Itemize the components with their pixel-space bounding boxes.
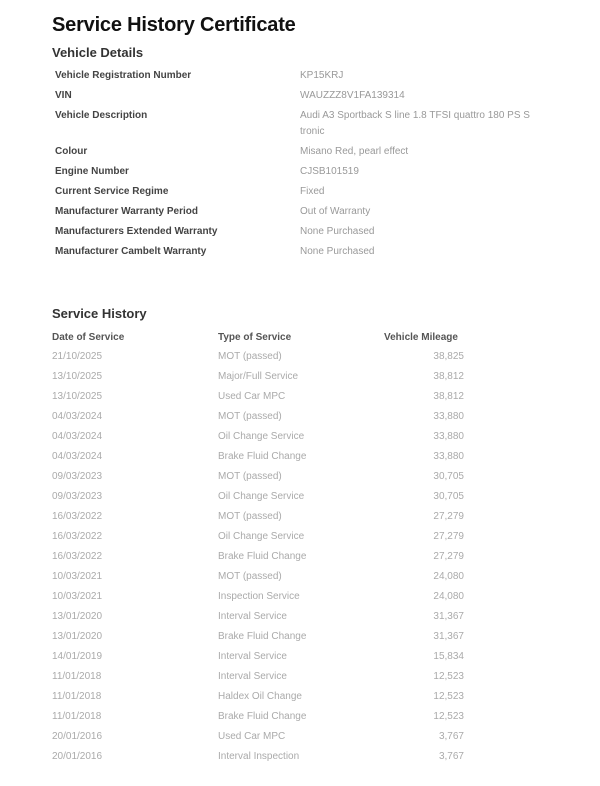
- table-row: [52, 466, 552, 486]
- table-row: [52, 646, 552, 666]
- detail-value: None Purchased: [300, 246, 375, 257]
- service-history-heading: Service History: [52, 306, 147, 321]
- detail-label: Colour: [55, 146, 88, 157]
- table-row: [52, 446, 552, 466]
- table-row: [52, 546, 552, 566]
- service-type: Brake Fluid Change: [218, 710, 307, 722]
- detail-label: Vehicle Registration Number: [55, 70, 192, 81]
- service-date: 16/03/2022: [52, 550, 103, 562]
- service-mileage: 12,523: [433, 690, 464, 702]
- table-row: [52, 426, 552, 446]
- page-title: Service History Certificate: [52, 14, 296, 36]
- service-mileage: 30,705: [433, 470, 464, 482]
- detail-value: None Purchased: [300, 226, 375, 237]
- service-mileage: 27,279: [433, 510, 464, 522]
- service-type: Interval Service: [218, 650, 287, 662]
- service-mileage: 24,080: [433, 590, 464, 602]
- column-header-mileage: Vehicle Mileage: [384, 331, 458, 343]
- detail-row: [55, 106, 555, 142]
- table-row: [52, 406, 552, 426]
- service-date: 14/01/2019: [52, 650, 103, 662]
- column-header-type: Type of Service: [218, 331, 292, 343]
- service-type: MOT (passed): [218, 510, 282, 522]
- service-date: 09/03/2023: [52, 490, 103, 502]
- service-history-header: [52, 328, 552, 346]
- service-type: Used Car MPC: [218, 390, 286, 402]
- detail-value: Misano Red, pearl effect: [300, 146, 409, 157]
- detail-row: [55, 66, 555, 86]
- service-type: MOT (passed): [218, 470, 282, 482]
- service-history-rows: [52, 346, 552, 766]
- service-type: Major/Full Service: [218, 370, 299, 382]
- service-date: 13/01/2020: [52, 610, 103, 622]
- service-mileage: 38,825: [433, 350, 464, 362]
- service-date: 21/10/2025: [52, 350, 103, 362]
- table-row: [52, 366, 552, 386]
- service-type: MOT (passed): [218, 350, 282, 362]
- service-date: 04/03/2024: [52, 450, 103, 462]
- service-date: 09/03/2023: [52, 470, 103, 482]
- detail-row: [55, 162, 555, 182]
- table-row: [52, 486, 552, 506]
- service-date: 16/03/2022: [52, 530, 103, 542]
- detail-label: Manufacturer Warranty Period: [55, 206, 198, 217]
- table-row: [52, 526, 552, 546]
- detail-row: [55, 222, 555, 242]
- detail-label: Manufacturer Cambelt Warranty: [55, 246, 207, 257]
- table-row: [52, 506, 552, 526]
- service-type: Brake Fluid Change: [218, 450, 307, 462]
- table-row: [52, 666, 552, 686]
- service-date: 11/01/2018: [52, 670, 102, 682]
- service-date: 20/01/2016: [52, 730, 103, 742]
- service-mileage: 3,767: [438, 730, 464, 742]
- detail-value: Out of Warranty: [300, 206, 371, 217]
- table-row: [52, 726, 552, 746]
- service-date: 04/03/2024: [52, 430, 103, 442]
- table-row: [52, 686, 552, 706]
- service-type: Interval Inspection: [218, 750, 300, 762]
- service-mileage: 27,279: [433, 550, 464, 562]
- service-mileage: 33,880: [433, 430, 464, 442]
- service-mileage: 15,834: [433, 650, 464, 662]
- service-type: Used Car MPC: [218, 730, 286, 742]
- service-type: Haldex Oil Change: [218, 690, 302, 702]
- service-type: Inspection Service: [218, 590, 300, 602]
- detail-label: Vehicle Description: [55, 110, 148, 121]
- table-row: [52, 706, 552, 726]
- table-row: [52, 626, 552, 646]
- service-type: MOT (passed): [218, 570, 282, 582]
- vehicle-details-heading: Vehicle Details: [52, 45, 144, 60]
- service-mileage: 31,367: [433, 630, 464, 642]
- service-date: 16/03/2022: [52, 510, 103, 522]
- service-type: Oil Change Service: [218, 530, 305, 542]
- service-date: 13/01/2020: [52, 630, 103, 642]
- service-mileage: 24,080: [433, 570, 464, 582]
- detail-label: Current Service Regime: [55, 186, 169, 197]
- service-type: Interval Service: [218, 610, 287, 622]
- service-mileage: 27,279: [433, 530, 464, 542]
- table-row: [52, 746, 552, 766]
- service-date: 10/03/2021: [52, 590, 103, 602]
- detail-value: KP15KRJ: [300, 70, 344, 81]
- service-mileage: 12,523: [433, 670, 464, 682]
- service-mileage: 38,812: [433, 390, 464, 402]
- service-mileage: 3,767: [438, 750, 464, 762]
- table-row: [52, 346, 552, 366]
- table-row: [52, 586, 552, 606]
- detail-value: Audi A3 Sportback S line 1.8 TFSI quattro 180 PS S tronic: [300, 110, 530, 137]
- detail-label: Engine Number: [55, 166, 129, 177]
- detail-row: [55, 142, 555, 162]
- column-header-date: Date of Service: [52, 331, 125, 343]
- service-date: 11/01/2018: [52, 710, 102, 722]
- table-row: [52, 566, 552, 586]
- service-mileage: 12,523: [433, 710, 464, 722]
- table-row: [52, 386, 552, 406]
- service-type: Oil Change Service: [218, 430, 305, 442]
- detail-value: CJSB101519: [300, 166, 359, 177]
- detail-label: VIN: [55, 90, 72, 101]
- service-date: 13/10/2025: [52, 370, 103, 382]
- vehicle-details-table: [55, 66, 555, 262]
- detail-row: [55, 86, 555, 106]
- service-date: 10/03/2021: [52, 570, 103, 582]
- service-mileage: 33,880: [433, 410, 464, 422]
- service-date: 04/03/2024: [52, 410, 103, 422]
- service-type: Brake Fluid Change: [218, 630, 307, 642]
- detail-value: Fixed: [300, 186, 325, 197]
- detail-row: [55, 182, 555, 202]
- service-mileage: 31,367: [433, 610, 464, 622]
- service-date: 13/10/2025: [52, 390, 103, 402]
- table-row: [52, 606, 552, 626]
- service-mileage: 33,880: [433, 450, 464, 462]
- service-date: 20/01/2016: [52, 750, 103, 762]
- detail-label: Manufacturers Extended Warranty: [55, 226, 218, 237]
- service-history-table: [52, 328, 552, 766]
- service-type: Interval Service: [218, 670, 287, 682]
- detail-value: WAUZZZ8V1FA139314: [300, 90, 405, 101]
- detail-row: [55, 202, 555, 222]
- service-mileage: 38,812: [433, 370, 464, 382]
- detail-row: [55, 242, 555, 262]
- service-mileage: 30,705: [433, 490, 464, 502]
- service-type: Oil Change Service: [218, 490, 305, 502]
- service-date: 11/01/2018: [52, 690, 102, 702]
- service-type: Brake Fluid Change: [218, 550, 307, 562]
- service-type: MOT (passed): [218, 410, 282, 422]
